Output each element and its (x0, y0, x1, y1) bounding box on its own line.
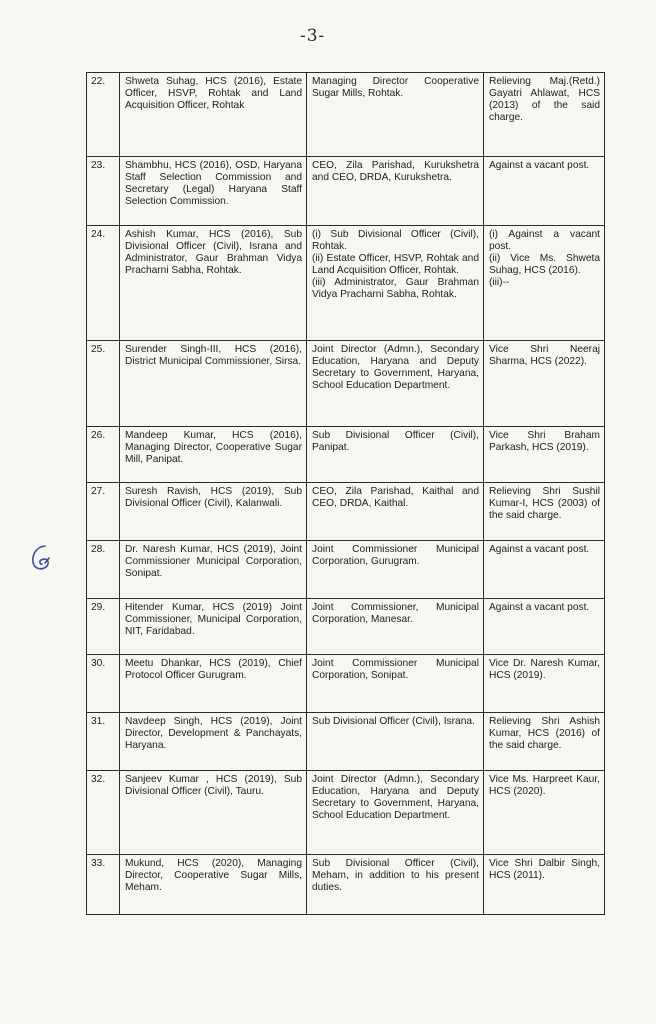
remarks: Vice Dr. Naresh Kumar, HCS (2019). (484, 655, 605, 713)
new-posting: Sub Divisional Officer (Civil), Panipat. (307, 427, 484, 483)
officer-details: Shambhu, HCS (2016), OSD, Haryana Staff Selection Commission and Secretary (Legal) Haryana Staff Selection Commission. (120, 157, 307, 226)
table-row (87, 541, 605, 599)
table-row (87, 73, 605, 157)
remarks-item: (ii) Vice Ms. Shweta Suhag, HCS (2016). (489, 253, 600, 277)
table-row (87, 341, 605, 427)
new-posting: CEO, Zila Parishad, Kaithal and CEO, DRDA, Kaithal. (307, 483, 484, 541)
serial-number: 22. (87, 73, 120, 157)
table-row (87, 226, 605, 341)
remarks: Relieving Shri Sushil Kumar-I, HCS (2003) of the said charge. (484, 483, 605, 541)
new-posting: Joint Director (Admn.), Secondary Education, Haryana and Deputy Secretary to Government, Haryana, School Education Department. (307, 341, 484, 427)
remarks: Vice Shri Neeraj Sharma, HCS (2022). (484, 341, 605, 427)
serial-number: 26. (87, 427, 120, 483)
officer-details: Surender Singh-III, HCS (2016), District Municipal Commissioner, Sirsa. (120, 341, 307, 427)
new-posting (307, 226, 484, 341)
remarks: Vice Shri Dalbir Singh, HCS (2011). (484, 855, 605, 915)
table-row (87, 157, 605, 226)
new-posting: Managing Director Cooperative Sugar Mills, Rohtak. (307, 73, 484, 157)
remarks (484, 226, 605, 341)
table-row (87, 655, 605, 713)
officer-details: Hitender Kumar, HCS (2019) Joint Commissioner, Municipal Corporation, NIT, Faridabad. (120, 599, 307, 655)
posting-item: (ii) Estate Officer, HSVP, Rohtak and Land Acquisition Officer, Rohtak. (312, 253, 479, 277)
officer-details: Mandeep Kumar, HCS (2016), Managing Director, Cooperative Sugar Mill, Panipat. (120, 427, 307, 483)
remarks: Relieving Maj.(Retd.) Gayatri Ahlawat, HCS (2013) of the said charge. (484, 73, 605, 157)
officer-details: Shweta Suhag, HCS (2016), Estate Officer, HSVP, Rohtak and Land Acquisition Officer, Rohtak (120, 73, 307, 157)
remarks: Against a vacant post. (484, 157, 605, 226)
page-number: -3- (300, 26, 326, 46)
officer-details: Navdeep Singh, HCS (2019), Joint Director, Development & Panchayats, Haryana. (120, 713, 307, 771)
officer-details: Ashish Kumar, HCS (2016), Sub Divisional Officer (Civil), Israna and Administrator, Gaur Brahman Vidya Pracharni Sabha, Rohtak. (120, 226, 307, 341)
transfer-orders-table (86, 72, 605, 915)
serial-number: 29. (87, 599, 120, 655)
serial-number: 23. (87, 157, 120, 226)
remarks-item: (iii)-- (489, 277, 510, 289)
new-posting: CEO, Zila Parishad, Kurukshetra and CEO, DRDA, Kurukshetra. (307, 157, 484, 226)
serial-number: 24. (87, 226, 120, 341)
table-row (87, 855, 605, 915)
new-posting: Joint Commissioner Municipal Corporation, Sonipat. (307, 655, 484, 713)
new-posting: Joint Director (Admn.), Secondary Education, Haryana and Deputy Secretary to Government, Haryana, School Education Department. (307, 771, 484, 855)
officer-details: Mukund, HCS (2020), Managing Director, Cooperative Sugar Mills, Meham. (120, 855, 307, 915)
table-row (87, 483, 605, 541)
serial-number: 25. (87, 341, 120, 427)
table-row (87, 713, 605, 771)
serial-number: 31. (87, 713, 120, 771)
new-posting: Joint Commissioner Municipal Corporation, Gurugram. (307, 541, 484, 599)
handwritten-margin-mark (30, 543, 52, 573)
remarks: Against a vacant post. (484, 599, 605, 655)
remarks: Relieving Shri Ashish Kumar, HCS (2016) of the said charge. (484, 713, 605, 771)
remarks-item: (i) Against a vacant post. (489, 229, 600, 253)
posting-item: (iii) Administrator, Gaur Brahman Vidya Pracharni Sabha, Rohtak. (312, 277, 479, 301)
table-row (87, 427, 605, 483)
officer-details: Suresh Ravish, HCS (2019), Sub Divisional Officer (Civil), Kalanwali. (120, 483, 307, 541)
posting-item: (i) Sub Divisional Officer (Civil), Rohtak. (312, 229, 479, 253)
new-posting: Joint Commissioner, Municipal Corporation, Manesar. (307, 599, 484, 655)
serial-number: 28. (87, 541, 120, 599)
table-row (87, 599, 605, 655)
officer-details: Dr. Naresh Kumar, HCS (2019), Joint Commissioner Municipal Corporation, Sonipat. (120, 541, 307, 599)
serial-number: 27. (87, 483, 120, 541)
officer-details: Sanjeev Kumar , HCS (2019), Sub Divisional Officer (Civil), Tauru. (120, 771, 307, 855)
serial-number: 33. (87, 855, 120, 915)
officer-details: Meetu Dhankar, HCS (2019), Chief Protocol Officer Gurugram. (120, 655, 307, 713)
remarks: Against a vacant post. (484, 541, 605, 599)
new-posting: Sub Divisional Officer (Civil), Israna. (307, 713, 484, 771)
new-posting: Sub Divisional Officer (Civil), Meham, in addition to his present duties. (307, 855, 484, 915)
table-row (87, 771, 605, 855)
remarks: Vice Shri Braham Parkash, HCS (2019). (484, 427, 605, 483)
serial-number: 30. (87, 655, 120, 713)
remarks: Vice Ms. Harpreet Kaur, HCS (2020). (484, 771, 605, 855)
serial-number: 32. (87, 771, 120, 855)
